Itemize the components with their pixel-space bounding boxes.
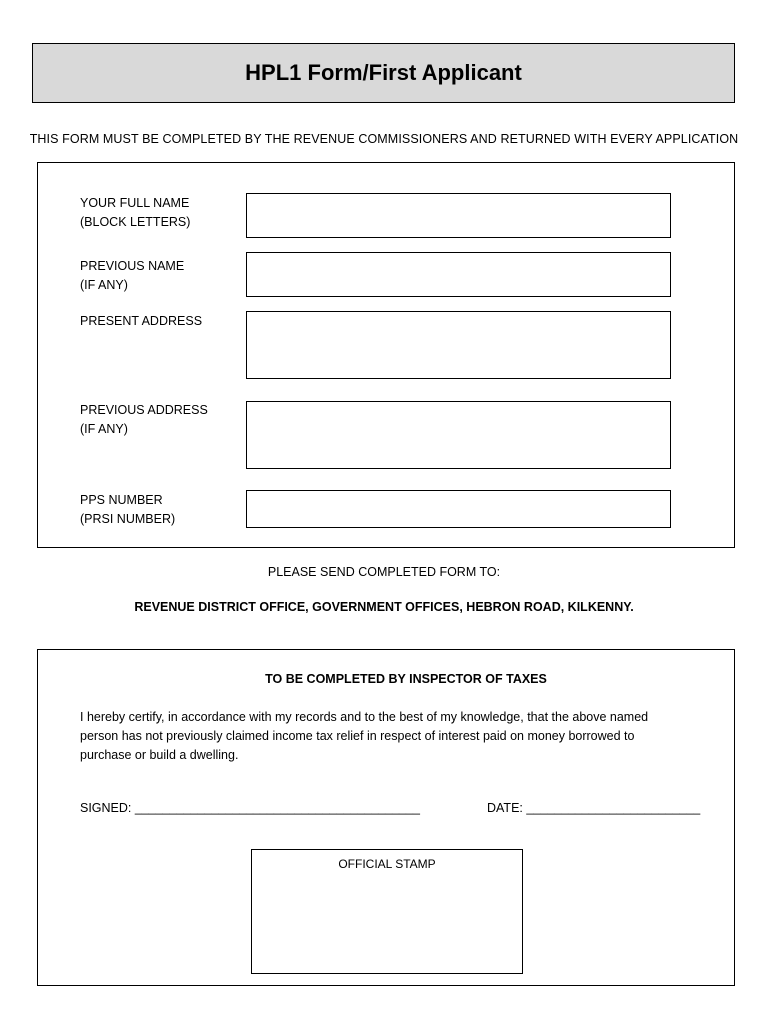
previous-address-label-line1: PREVIOUS ADDRESS (80, 403, 208, 417)
previous-address-field[interactable] (246, 401, 671, 469)
certification-text (80, 708, 730, 765)
send-to-address: REVENUE DISTRICT OFFICE, GOVERNMENT OFFICES, HEBRON ROAD, KILKENNY. (134, 600, 634, 614)
pps-number-field[interactable] (246, 490, 671, 528)
present-address-label (80, 312, 202, 331)
signature-line[interactable]: SIGNED: _________________________________________ (80, 801, 420, 815)
pps-number-label-line1: PPS NUMBER (80, 493, 163, 507)
previous-name-label-line2: (IF ANY) (80, 278, 128, 292)
full-name-label (80, 194, 190, 232)
completion-notice: THIS FORM MUST BE COMPLETED BY THE REVENUE COMMISSIONERS AND RETURNED WITH EVERY APPLICATION (29, 132, 739, 146)
previous-name-label-line1: PREVIOUS NAME (80, 259, 185, 273)
certification-line-3: purchase or build a dwelling. (80, 748, 239, 762)
certification-line-1: I hereby certify, in accordance with my records and to the best of my knowledge, that the above named (80, 710, 649, 724)
full-name-label-line1: YOUR FULL NAME (80, 196, 190, 210)
previous-address-label-line2: (IF ANY) (80, 422, 128, 436)
inspector-heading: TO BE COMPLETED BY INSPECTOR OF TAXES (265, 672, 547, 686)
official-stamp-box[interactable] (251, 849, 523, 974)
pps-number-label-line2: (PRSI NUMBER) (80, 512, 176, 526)
send-to-label: PLEASE SEND COMPLETED FORM TO: (267, 565, 501, 579)
previous-name-field[interactable] (246, 252, 671, 297)
pps-number-label (80, 491, 175, 529)
full-name-field[interactable] (246, 193, 671, 238)
certification-line-2: person has not previously claimed income tax relief in respect of interest paid on money borrowed to (80, 729, 635, 743)
date-line[interactable]: DATE: _________________________ (487, 801, 701, 815)
previous-name-label (80, 257, 184, 295)
page-title: HPL1 Form/First Applicant (245, 60, 522, 85)
present-address-label-line1: PRESENT ADDRESS (80, 314, 203, 328)
form-title-banner (32, 43, 735, 103)
full-name-label-line2: (BLOCK LETTERS) (80, 215, 191, 229)
official-stamp-label: OFFICIAL STAMP (338, 857, 436, 871)
present-address-field[interactable] (246, 311, 671, 379)
previous-address-label (80, 401, 208, 439)
